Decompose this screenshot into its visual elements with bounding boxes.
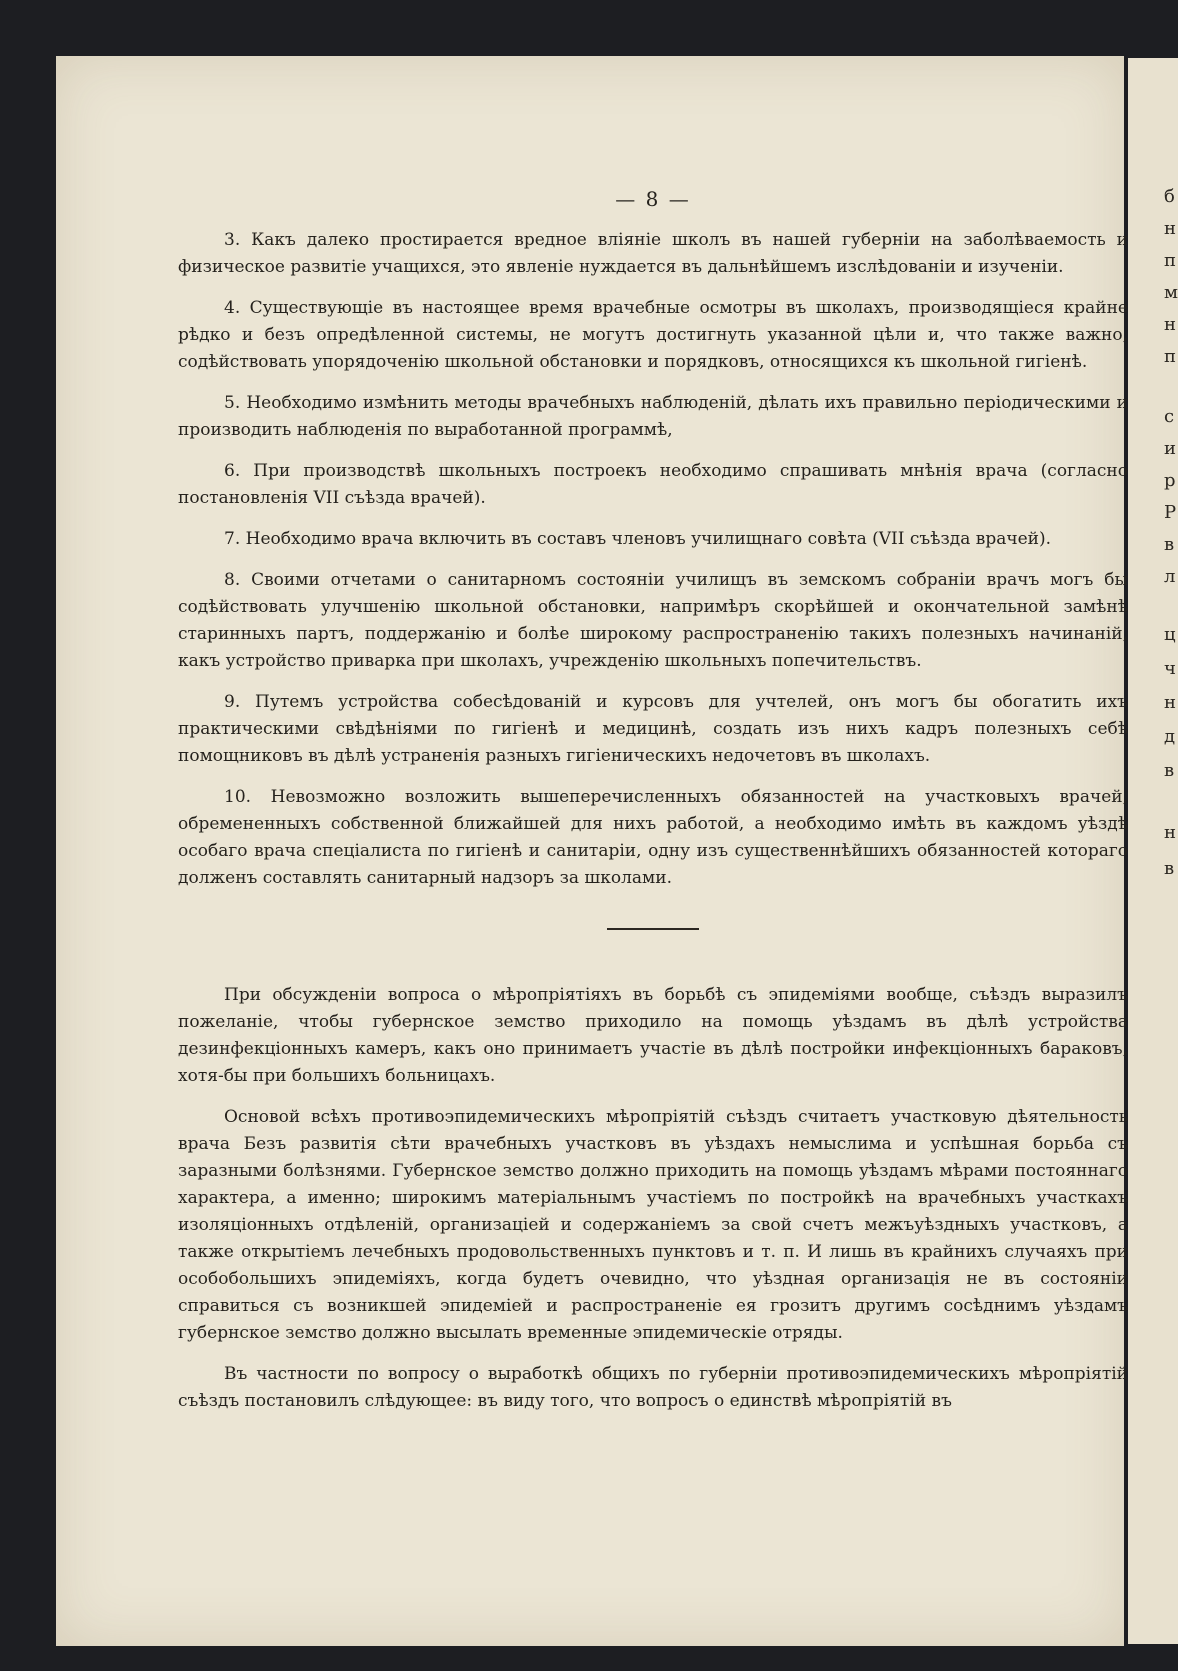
page-content — [178, 126, 1128, 1429]
page-number: — 8 — — [615, 187, 691, 211]
adjacent-page-fragment: в — [1164, 534, 1175, 555]
paragraph: 4. Существующіе въ настоящее время врачебные осмотры въ школахъ, производящіеся крайне рѣдко и безъ опредѣленной системы, не могутъ достигнуть указанной цѣли и, что также важно, содѣйствовать упорядоченію школьной обстановки и порядковъ, относящихся къ школьной гигіенѣ. — [178, 298, 1128, 372]
adjacent-page-fragment: н — [1164, 692, 1176, 713]
section-divider — [607, 928, 699, 930]
adjacent-page-fragment: б — [1164, 186, 1175, 207]
adjacent-page-fragment: Р — [1164, 502, 1177, 523]
adjacent-page-fragment: и — [1164, 438, 1176, 459]
adjacent-page-fragment: п — [1164, 250, 1176, 271]
adjacent-page-fragment: ч — [1164, 658, 1176, 679]
paragraph: 8. Своими отчетами о санитарномъ состояніи училищъ въ земскомъ собраніи врачъ могъ бы содѣйствовать улучшенію школьной обстановки, напримѣръ скорѣйшей и окончательной замѣнѣ старинныхъ партъ, поддержанію и болѣе широкому распространенію такихъ полезныхъ начинаній, какъ устройство приварка при школахъ, учрежденію школьныхъ попечительствъ. — [178, 570, 1128, 671]
adjacent-page-fragment: с — [1164, 406, 1175, 427]
adjacent-page-fragment: н — [1164, 822, 1176, 843]
paragraph: 5. Необходимо измѣнить методы врачебныхъ наблюденій, дѣлать ихъ правильно періодическими и производить наблюденія по выработанной программѣ, — [178, 393, 1128, 440]
adjacent-page-fragment: ц — [1164, 624, 1176, 645]
document-page — [56, 56, 1128, 1646]
adjacent-page-fragment: в — [1164, 858, 1175, 879]
adjacent-page-fragment: р — [1164, 470, 1176, 491]
paragraph: 9. Путемъ устройства собесѣдованій и курсовъ для учтелей, онъ могъ бы обогатить ихъ практическими свѣдѣніями по гигіенѣ и медицинѣ, создать изъ нихъ кадръ полезныхъ себѣ помощниковъ въ дѣлѣ устраненія разныхъ гигіеническихъ недочетовъ въ школахъ. — [178, 692, 1128, 766]
adjacent-page-fragment: н — [1164, 218, 1176, 239]
paragraph: Въ частности по вопросу о выработкѣ общихъ по губерніи противоэпидемическихъ мѣропріятій съѣздъ постановилъ слѣдующее: въ виду того, что вопросъ о единствѣ мѣропріятій въ — [178, 1364, 1128, 1411]
paragraph: Основой всѣхъ противоэпидемическихъ мѣропріятій съѣздъ считаетъ участковую дѣятельность врача Безъ развитія сѣти врачебныхъ участковъ въ уѣздахъ немыслима и успѣшная борьба съ заразными болѣзнями. Губернское земство должно приходить на помощь уѣздамъ мѣрами постояннаго характера, а именно; широкимъ матеріальнымъ участіемъ по постройкѣ на врачебныхъ участкахъ изоляціонныхъ отдѣленій, организаціей и содержаніемъ за свой счетъ межъуѣздныхъ участковъ, а также открытіемъ лечебныхъ продовольственныхъ пунктовъ и т. п. И лишь въ крайнихъ случаяхъ при особобольшихъ эпидеміяхъ, когда будетъ очевидно, что уѣздная организація не въ состояніи справиться съ возникшей эпидеміей и распространеніе ея грозитъ другимъ сосѣднимъ уѣздамъ губернское земство должно высылать временные эпидемическіе отряды. — [178, 1107, 1128, 1343]
paragraph: При обсужденіи вопроса о мѣропріятіяхъ въ борьбѣ съ эпидеміями вообще, съѣздъ выразилъ пожеланіе, чтобы губернское земство приходило на помощь уѣздамъ въ дѣлѣ устройства дезинфекціонныхъ камеръ, какъ оно принимаетъ участіе въ дѣлѣ постройки инфекціонныхъ бараковъ, хотя-бы при большихъ больницахъ. — [178, 985, 1128, 1086]
adjacent-page-fragment: д — [1164, 726, 1176, 747]
paragraph: 7. Необходимо врача включить въ составъ членовъ училищнаго совѣта (VII съѣзда врачей). — [224, 529, 1052, 549]
adjacent-page-fragment: м — [1164, 282, 1178, 303]
adjacent-page-fragment: п — [1164, 346, 1176, 367]
adjacent-page-fragment: н — [1164, 314, 1176, 335]
paragraph: 10. Невозможно возложить вышеперечисленныхъ обязанностей на участковыхъ врачей, обремененныхъ собственной ближайшей для нихъ работой, а необходимо имѣть въ каждомъ уѣздѣ особаго врача спеціалиста по гигіенѣ и санитаріи, одну изъ существеннѣйшихъ обязанностей котораго долженъ составлять санитарный надзоръ за школами. — [178, 787, 1128, 888]
adjacent-page-fragment: в — [1164, 760, 1175, 781]
paragraph: 3. Какъ далеко простирается вредное вліяніе школъ въ нашей губерніи на заболѣваемость и физическое развитіе учащихся, это явленіе нуждается въ дальнѣйшемъ изслѣдованіи и изученіи. — [178, 230, 1128, 277]
adjacent-page-edge — [1128, 58, 1178, 1644]
paragraph: 6. При производствѣ школьныхъ построекъ необходимо спрашивать мнѣнія врача (согласно постановленія VII съѣзда врачей). — [178, 461, 1128, 508]
adjacent-page-fragment: л — [1164, 566, 1176, 587]
